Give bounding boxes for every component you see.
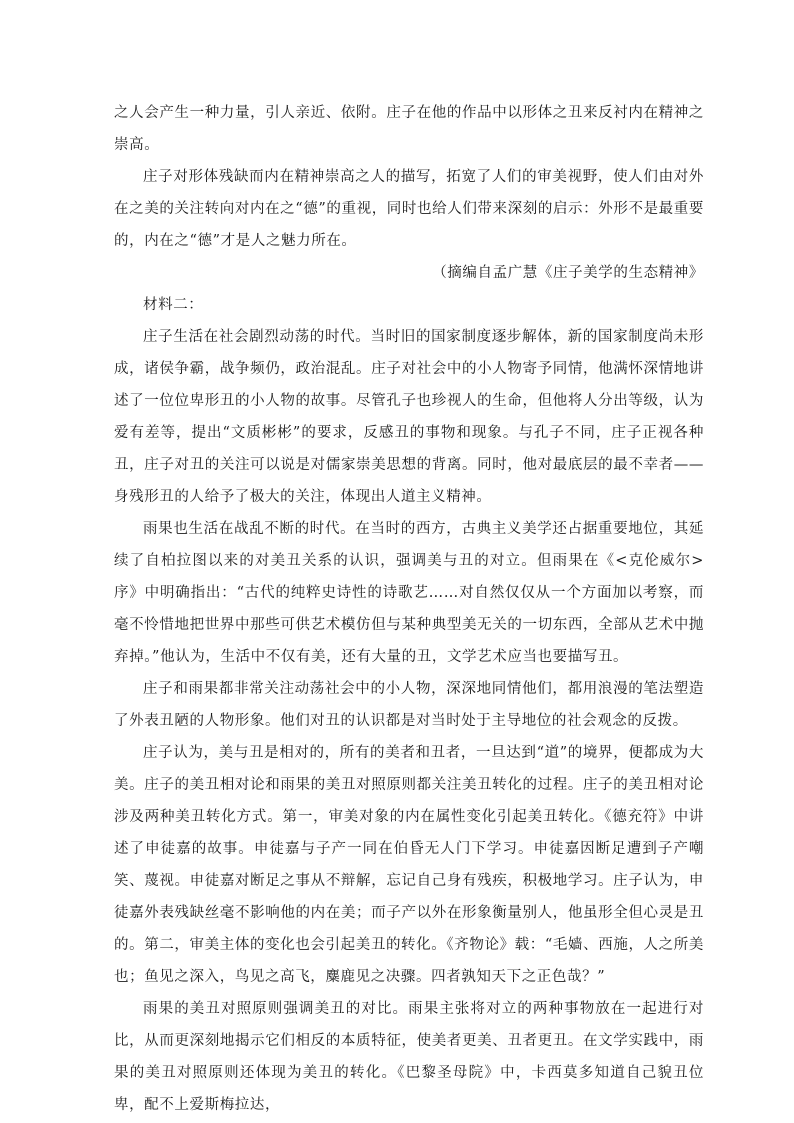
paragraph-hugo-era: 雨果也生活在战乱不断的时代。在当时的西方，古典主义美学还占据重要地位，其延续了自柏拉图以来的对美丑关系的认识，强调美与丑的对立。但雨果在《<克伦威尔>序》中明确指出：“古代的纯粹史诗性的诗歌艺……对自然仅仅从一个方面加以考察，而毫不怜惜地把世界中那些可供艺术模仿但与某种典型美无关的一切东西，全部从艺术中抛弃掉。”他认为，生活中不仅有美，还有大量的丑，文学艺术应当也要描写丑。 [114, 521, 704, 665]
source-citation: （摘编自孟广慧《庄子美学的生态精神》 [432, 265, 704, 281]
material-two-label: 材料二： [143, 297, 204, 313]
paragraph-zhuangzi-description: 庄子对形体残缺而内在精神崇高之人的描写，拓宽了人们的审美视野，使人们由对外在之美的关注转向对内在之“德”的重视，同时也给人们带来深刻的启示：外形不是最重要的，内在之“德”才是人之魅力所在。 [114, 169, 704, 249]
paragraph-zhuangzi-era: 庄子生活在社会剧烈动荡的时代。当时旧的国家制度逐步解体，新的国家制度尚未形成，诸侯争霸，战争频仍，政治混乱。庄子对社会中的小人物寄予同情，他满怀深情地讲述了一位位卑形丑的小人物的故事。尽管孔子也珍视人的生命，但他将人分出等级，认为爱有差等，提出“文质彬彬”的要求，反感丑的事物和现象。与孔子不同，庄子正视各种丑，庄子对丑的关注可以说是对儒家崇美思想的背离。同时，他对最底层的最不幸者——身残形丑的人给予了极大的关注，体现出人道主义精神。 [114, 329, 704, 505]
paragraph-contrast-principle: 雨果的美丑对照原则强调美丑的对比。雨果主张将对立的两种事物放在一起进行对比，从而更深刻地揭示它们相反的本质特征，使美者更美、丑者更丑。在文学实践中，雨果的美丑对照原则还体现为美丑的转化。《巴黎圣母院》中，卡西莫多知道自己貌丑位卑，配不上爱斯梅拉达， [114, 1001, 704, 1113]
paragraph-intro-end: 之人会产生一种力量，引人亲近、依附。庄子在他的作品中以形体之丑来反衬内在精神之崇高。 [114, 105, 704, 153]
document-page [114, 97, 704, 1121]
paragraph-comparison: 庄子和雨果都非常关注动荡社会中的小人物，深深地同情他们，都用浪漫的笔法塑造了外表丑陋的人物形象。他们对丑的认识都是对当时处于主导地位的社会观念的反拨。 [114, 681, 704, 729]
paragraph-relativity: 庄子认为，美与丑是相对的，所有的美者和丑者，一旦达到“道”的境界，便都成为大美。庄子的美丑相对论和雨果的美丑对照原则都关注美丑转化的过程。庄子的美丑相对论涉及两种美丑转化方式。第一，审美对象的内在属性变化引起美丑转化。《德充符》中讲述了申徒嘉的故事。申徒嘉与子产一同在伯昏无人门下学习。申徒嘉因断足遭到子产嘲笑、蔑视。申徒嘉对断足之事从不辩解，忘记自己身有残疾，积极地学习。庄子认为，申徒嘉外表残缺丝毫不影响他的内在美；而子产以外在形象衡量别人，他虽形全但心灵是丑的。第二，审美主体的变化也会引起美丑的转化。《齐物论》载：“毛嫱、西施，人之所美也；鱼见之深入，鸟见之高飞，麋鹿见之决骤。四者孰知天下之正色哉？” [114, 745, 704, 985]
